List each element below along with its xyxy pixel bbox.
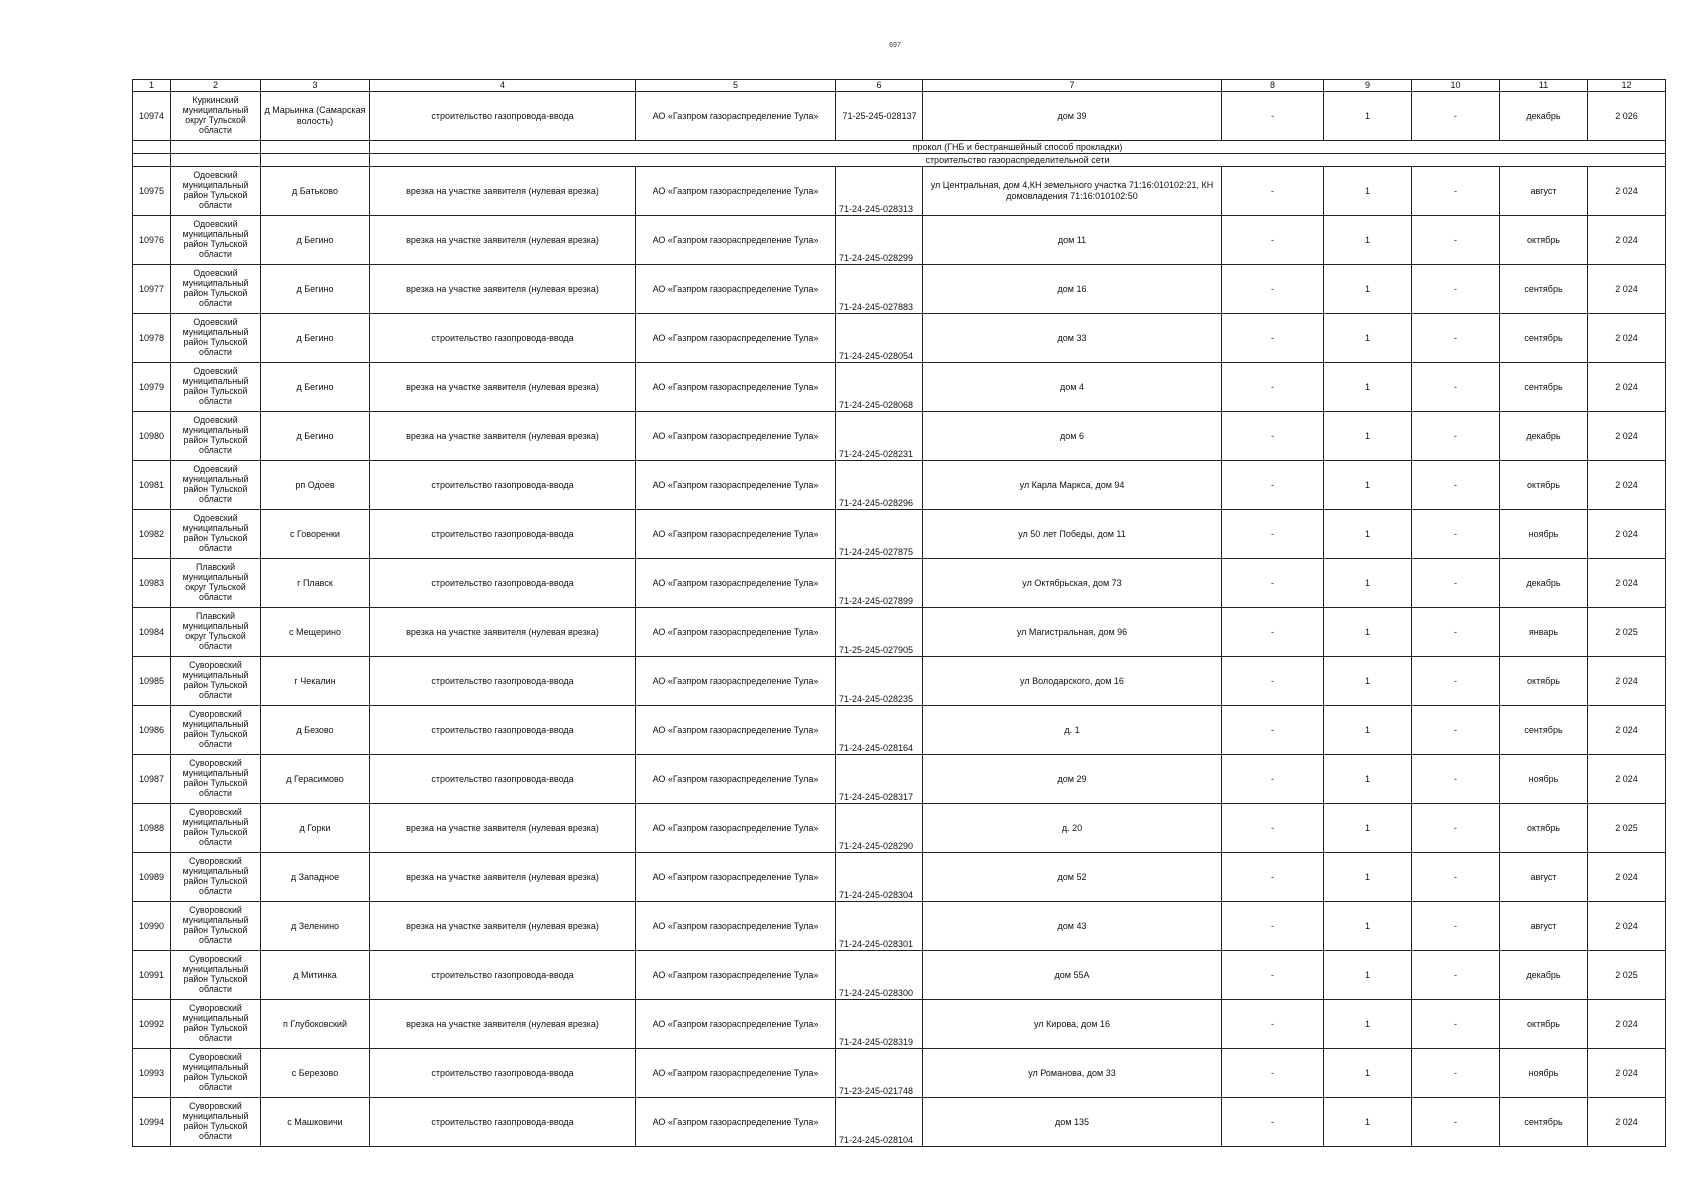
cadastre-number: 71-24-245-027883: [836, 265, 923, 314]
cadastre-number: 71-25-245-027905: [836, 608, 923, 657]
month: январь: [1500, 608, 1588, 657]
row-number: 10976: [133, 216, 171, 265]
column-8-value: -: [1222, 853, 1324, 902]
settlement: д Бегино: [261, 314, 370, 363]
address: ул Володарского, дом 16: [923, 657, 1222, 706]
row-number: 10984: [133, 608, 171, 657]
year: 2 024: [1588, 1049, 1666, 1098]
row-number: 10990: [133, 902, 171, 951]
settlement: д Бегино: [261, 216, 370, 265]
settlement: г Чекалин: [261, 657, 370, 706]
table-row: [133, 216, 1666, 265]
work-type: врезка на участке заявителя (нулевая врезка): [370, 853, 636, 902]
column-10-value: -: [1412, 412, 1500, 461]
municipal-area: Плавский муниципальный округ Тульской области: [171, 559, 261, 608]
table-row: [133, 951, 1666, 1000]
year: 2 025: [1588, 951, 1666, 1000]
column-10-value: -: [1412, 902, 1500, 951]
settlement: д Западное: [261, 853, 370, 902]
organization: АО «Газпром газораспределение Тула»: [636, 314, 836, 363]
column-9-value: 1: [1324, 902, 1412, 951]
municipal-area: Одоевский муниципальный район Тульской области: [171, 412, 261, 461]
column-8-value: -: [1222, 216, 1324, 265]
address: ул Кирова, дом 16: [923, 1000, 1222, 1049]
settlement: д Митинка: [261, 951, 370, 1000]
subheader-row: [133, 154, 1666, 167]
column-9-value: 1: [1324, 412, 1412, 461]
settlement: д Бегино: [261, 363, 370, 412]
settlement: с Березово: [261, 1049, 370, 1098]
address: дом 29: [923, 755, 1222, 804]
work-type: строительство газопровода-ввода: [370, 559, 636, 608]
month: сентябрь: [1500, 706, 1588, 755]
municipal-area: Суворовский муниципальный район Тульской области: [171, 706, 261, 755]
table-row: [133, 559, 1666, 608]
address: дом 11: [923, 216, 1222, 265]
organization: АО «Газпром газораспределение Тула»: [636, 216, 836, 265]
address: дом 55А: [923, 951, 1222, 1000]
settlement: д Зеленино: [261, 902, 370, 951]
column-10-value: -: [1412, 951, 1500, 1000]
year: 2 024: [1588, 461, 1666, 510]
month: август: [1500, 853, 1588, 902]
column-9-value: 1: [1324, 314, 1412, 363]
municipal-area: Суворовский муниципальный район Тульской области: [171, 755, 261, 804]
table-row: [133, 1000, 1666, 1049]
row-number: 10979: [133, 363, 171, 412]
table-body: [133, 80, 1666, 1147]
column-9-value: 1: [1324, 92, 1412, 141]
column-8-value: -: [1222, 951, 1324, 1000]
column-9-value: 1: [1324, 510, 1412, 559]
column-8-value: -: [1222, 363, 1324, 412]
column-9-value: 1: [1324, 706, 1412, 755]
cadastre-number: 71-24-245-028104: [836, 1098, 923, 1147]
settlement: д Батьково: [261, 167, 370, 216]
table-row: [133, 1098, 1666, 1147]
organization: АО «Газпром газораспределение Тула»: [636, 167, 836, 216]
organization: АО «Газпром газораспределение Тула»: [636, 1098, 836, 1147]
column-8-value: -: [1222, 755, 1324, 804]
cadastre-number: 71-24-245-028301: [836, 902, 923, 951]
row-number: 10986: [133, 706, 171, 755]
table-row: [133, 92, 1666, 141]
column-number: 4: [370, 80, 636, 92]
cadastre-number: 71-24-245-028296: [836, 461, 923, 510]
organization: АО «Газпром газораспределение Тула»: [636, 951, 836, 1000]
row-number: 10993: [133, 1049, 171, 1098]
work-type: врезка на участке заявителя (нулевая врезка): [370, 1000, 636, 1049]
year: 2 024: [1588, 167, 1666, 216]
settlement: с Мещерино: [261, 608, 370, 657]
year: 2 024: [1588, 1098, 1666, 1147]
year: 2 024: [1588, 265, 1666, 314]
year: 2 024: [1588, 1000, 1666, 1049]
municipal-area: Суворовский муниципальный район Тульской области: [171, 902, 261, 951]
column-8-value: -: [1222, 92, 1324, 141]
cadastre-number: 71-24-245-028317: [836, 755, 923, 804]
work-type: врезка на участке заявителя (нулевая врезка): [370, 265, 636, 314]
column-10-value: -: [1412, 510, 1500, 559]
column-10-value: -: [1412, 559, 1500, 608]
month: октябрь: [1500, 657, 1588, 706]
address: дом 4: [923, 363, 1222, 412]
column-9-value: 1: [1324, 265, 1412, 314]
table-row: [133, 167, 1666, 216]
address: ул Карла Маркса, дом 94: [923, 461, 1222, 510]
cadastre-number: 71-23-245-021748: [836, 1049, 923, 1098]
settlement: д Бегино: [261, 412, 370, 461]
column-8-value: -: [1222, 265, 1324, 314]
organization: АО «Газпром газораспределение Тула»: [636, 657, 836, 706]
column-10-value: -: [1412, 1049, 1500, 1098]
settlement: д Марьинка (Самарская волость): [261, 92, 370, 141]
table-row: [133, 608, 1666, 657]
row-number: 10994: [133, 1098, 171, 1147]
column-8-value: -: [1222, 314, 1324, 363]
column-10-value: -: [1412, 1098, 1500, 1147]
work-type: строительство газопровода-ввода: [370, 951, 636, 1000]
table-row: [133, 853, 1666, 902]
column-number: 7: [923, 80, 1222, 92]
column-number-row: [133, 80, 1666, 92]
table-row: [133, 510, 1666, 559]
year: 2 025: [1588, 608, 1666, 657]
address: ул Магистральная, дом 96: [923, 608, 1222, 657]
work-type: врезка на участке заявителя (нулевая врезка): [370, 216, 636, 265]
organization: АО «Газпром газораспределение Тула»: [636, 510, 836, 559]
municipal-area: Одоевский муниципальный район Тульской области: [171, 265, 261, 314]
table-row: [133, 265, 1666, 314]
column-number: 12: [1588, 80, 1666, 92]
row-number: 10980: [133, 412, 171, 461]
column-9-value: 1: [1324, 559, 1412, 608]
work-type: врезка на участке заявителя (нулевая врезка): [370, 902, 636, 951]
column-number: 8: [1222, 80, 1324, 92]
table-row: [133, 461, 1666, 510]
work-type: строительство газопровода-ввода: [370, 314, 636, 363]
column-10-value: -: [1412, 167, 1500, 216]
year: 2 024: [1588, 363, 1666, 412]
row-number: 10985: [133, 657, 171, 706]
organization: АО «Газпром газораспределение Тула»: [636, 608, 836, 657]
settlement: д Безово: [261, 706, 370, 755]
table-row: [133, 1049, 1666, 1098]
column-10-value: -: [1412, 608, 1500, 657]
organization: АО «Газпром газораспределение Тула»: [636, 853, 836, 902]
municipal-area: Суворовский муниципальный район Тульской области: [171, 853, 261, 902]
month: август: [1500, 167, 1588, 216]
column-9-value: 1: [1324, 461, 1412, 510]
organization: АО «Газпром газораспределение Тула»: [636, 363, 836, 412]
column-9-value: 1: [1324, 167, 1412, 216]
cadastre-number: 71-24-245-028313: [836, 167, 923, 216]
settlement: д Горки: [261, 804, 370, 853]
organization: АО «Газпром газораспределение Тула»: [636, 902, 836, 951]
organization: АО «Газпром газораспределение Тула»: [636, 755, 836, 804]
column-9-value: 1: [1324, 755, 1412, 804]
municipal-area: Суворовский муниципальный район Тульской области: [171, 804, 261, 853]
row-number: 10992: [133, 1000, 171, 1049]
subheader-label: строительство газораспределительной сети: [370, 154, 1666, 167]
work-type: строительство газопровода-ввода: [370, 1098, 636, 1147]
subheader-row: [133, 141, 1666, 154]
cadastre-number: 71-24-245-028319: [836, 1000, 923, 1049]
address: ул Центральная, дом 4,КН земельного участка 71:16:010102:21, КН домовладения 71:16:010102:50: [923, 167, 1222, 216]
month: октябрь: [1500, 1000, 1588, 1049]
settlement: д Бегино: [261, 265, 370, 314]
work-type: врезка на участке заявителя (нулевая врезка): [370, 412, 636, 461]
year: 2 024: [1588, 853, 1666, 902]
column-8-value: -: [1222, 510, 1324, 559]
address: д. 1: [923, 706, 1222, 755]
cadastre-number: 71-24-245-027899: [836, 559, 923, 608]
column-10-value: -: [1412, 363, 1500, 412]
year: 2 024: [1588, 216, 1666, 265]
column-9-value: 1: [1324, 363, 1412, 412]
year: 2 024: [1588, 412, 1666, 461]
column-9-value: 1: [1324, 804, 1412, 853]
work-type: врезка на участке заявителя (нулевая врезка): [370, 363, 636, 412]
column-9-value: 1: [1324, 853, 1412, 902]
organization: АО «Газпром газораспределение Тула»: [636, 461, 836, 510]
month: август: [1500, 902, 1588, 951]
table-row: [133, 412, 1666, 461]
work-type: строительство газопровода-ввода: [370, 92, 636, 141]
column-8-value: -: [1222, 412, 1324, 461]
year: 2 024: [1588, 314, 1666, 363]
cadastre-number: 71-25-245-028137: [836, 92, 923, 141]
month: декабрь: [1500, 412, 1588, 461]
organization: АО «Газпром газораспределение Тула»: [636, 559, 836, 608]
address: дом 135: [923, 1098, 1222, 1147]
column-10-value: -: [1412, 706, 1500, 755]
organization: АО «Газпром газораспределение Тула»: [636, 706, 836, 755]
address: дом 39: [923, 92, 1222, 141]
month: октябрь: [1500, 461, 1588, 510]
column-number: 1: [133, 80, 171, 92]
organization: АО «Газпром газораспределение Тула»: [636, 265, 836, 314]
cadastre-number: 71-24-245-028300: [836, 951, 923, 1000]
table-row: [133, 755, 1666, 804]
cadastre-number: 71-24-245-028231: [836, 412, 923, 461]
row-number: 10991: [133, 951, 171, 1000]
work-type: врезка на участке заявителя (нулевая врезка): [370, 167, 636, 216]
year: 2 024: [1588, 902, 1666, 951]
row-number: 10974: [133, 92, 171, 141]
address: дом 6: [923, 412, 1222, 461]
address: ул Октябрьская, дом 73: [923, 559, 1222, 608]
column-9-value: 1: [1324, 951, 1412, 1000]
settlement: рп Одоев: [261, 461, 370, 510]
column-8-value: -: [1222, 804, 1324, 853]
month: ноябрь: [1500, 510, 1588, 559]
column-10-value: -: [1412, 853, 1500, 902]
settlement: д Герасимово: [261, 755, 370, 804]
table-row: [133, 706, 1666, 755]
year: 2 024: [1588, 559, 1666, 608]
year: 2 024: [1588, 510, 1666, 559]
column-9-value: 1: [1324, 657, 1412, 706]
column-8-value: -: [1222, 706, 1324, 755]
cadastre-number: 71-24-245-027875: [836, 510, 923, 559]
cadastre-number: 71-24-245-028304: [836, 853, 923, 902]
municipal-area: Плавский муниципальный округ Тульской области: [171, 608, 261, 657]
table-row: [133, 804, 1666, 853]
row-number: 10975: [133, 167, 171, 216]
row-number: 10981: [133, 461, 171, 510]
month: октябрь: [1500, 216, 1588, 265]
page-number: 697: [889, 42, 901, 49]
column-10-value: -: [1412, 314, 1500, 363]
month: сентябрь: [1500, 265, 1588, 314]
month: декабрь: [1500, 92, 1588, 141]
organization: АО «Газпром газораспределение Тула»: [636, 412, 836, 461]
column-10-value: -: [1412, 804, 1500, 853]
municipal-area: Одоевский муниципальный район Тульской области: [171, 167, 261, 216]
column-number: 11: [1500, 80, 1588, 92]
cadastre-number: 71-24-245-028054: [836, 314, 923, 363]
work-type: строительство газопровода-ввода: [370, 755, 636, 804]
organization: АО «Газпром газораспределение Тула»: [636, 92, 836, 141]
month: декабрь: [1500, 951, 1588, 1000]
address: д. 20: [923, 804, 1222, 853]
table-row: [133, 363, 1666, 412]
row-number: 10978: [133, 314, 171, 363]
column-10-value: -: [1412, 755, 1500, 804]
row-number: 10977: [133, 265, 171, 314]
month: сентябрь: [1500, 1098, 1588, 1147]
column-8-value: -: [1222, 559, 1324, 608]
work-type: строительство газопровода-ввода: [370, 706, 636, 755]
column-8-value: -: [1222, 608, 1324, 657]
year: 2 026: [1588, 92, 1666, 141]
month: декабрь: [1500, 559, 1588, 608]
work-type: строительство газопровода-ввода: [370, 657, 636, 706]
column-9-value: 1: [1324, 216, 1412, 265]
settlement: п Глубоковский: [261, 1000, 370, 1049]
address: ул 50 лет Победы, дом 11: [923, 510, 1222, 559]
column-8-value: -: [1222, 1049, 1324, 1098]
row-number: 10987: [133, 755, 171, 804]
cadastre-number: 71-24-245-028299: [836, 216, 923, 265]
cadastre-number: 71-24-245-028235: [836, 657, 923, 706]
column-10-value: -: [1412, 1000, 1500, 1049]
month: сентябрь: [1500, 363, 1588, 412]
settlement: г Плавск: [261, 559, 370, 608]
month: ноябрь: [1500, 755, 1588, 804]
column-9-value: 1: [1324, 1098, 1412, 1147]
column-10-value: -: [1412, 216, 1500, 265]
column-number: 2: [171, 80, 261, 92]
column-10-value: -: [1412, 461, 1500, 510]
column-number: 9: [1324, 80, 1412, 92]
cadastre-number: 71-24-245-028164: [836, 706, 923, 755]
municipal-area: Суворовский муниципальный район Тульской области: [171, 951, 261, 1000]
month: октябрь: [1500, 804, 1588, 853]
table-row: [133, 902, 1666, 951]
column-8-value: -: [1222, 1000, 1324, 1049]
column-10-value: -: [1412, 265, 1500, 314]
row-number: 10988: [133, 804, 171, 853]
year: 2 025: [1588, 804, 1666, 853]
municipal-area: Одоевский муниципальный район Тульской области: [171, 510, 261, 559]
settlement: с Машковичи: [261, 1098, 370, 1147]
column-number: 5: [636, 80, 836, 92]
column-8-value: -: [1222, 902, 1324, 951]
column-8-value: -: [1222, 1098, 1324, 1147]
settlement: с Говоренки: [261, 510, 370, 559]
address: дом 33: [923, 314, 1222, 363]
column-8-value: -: [1222, 461, 1324, 510]
table-row: [133, 657, 1666, 706]
work-type: строительство газопровода-ввода: [370, 1049, 636, 1098]
work-type: строительство газопровода-ввода: [370, 461, 636, 510]
address: ул Романова, дом 33: [923, 1049, 1222, 1098]
column-10-value: -: [1412, 657, 1500, 706]
address: дом 52: [923, 853, 1222, 902]
column-9-value: 1: [1324, 1000, 1412, 1049]
month: сентябрь: [1500, 314, 1588, 363]
column-10-value: -: [1412, 92, 1500, 141]
row-number: 10989: [133, 853, 171, 902]
cadastre-number: 71-24-245-028290: [836, 804, 923, 853]
municipal-area: Одоевский муниципальный район Тульской области: [171, 314, 261, 363]
table-row: [133, 314, 1666, 363]
column-number: 10: [1412, 80, 1500, 92]
work-type: врезка на участке заявителя (нулевая врезка): [370, 608, 636, 657]
column-8-value: -: [1222, 167, 1324, 216]
cadastre-number: 71-24-245-028068: [836, 363, 923, 412]
municipal-area: Одоевский муниципальный район Тульской области: [171, 216, 261, 265]
municipal-area: Одоевский муниципальный район Тульской области: [171, 363, 261, 412]
column-8-value: -: [1222, 657, 1324, 706]
municipal-area: Суворовский муниципальный район Тульской области: [171, 657, 261, 706]
address: дом 16: [923, 265, 1222, 314]
organization: АО «Газпром газораспределение Тула»: [636, 804, 836, 853]
organization: АО «Газпром газораспределение Тула»: [636, 1049, 836, 1098]
work-type: строительство газопровода-ввода: [370, 510, 636, 559]
year: 2 024: [1588, 706, 1666, 755]
municipal-area: Куркинский муниципальный округ Тульской области: [171, 92, 261, 141]
column-number: 3: [261, 80, 370, 92]
row-number: 10983: [133, 559, 171, 608]
municipal-area: Суворовский муниципальный район Тульской области: [171, 1098, 261, 1147]
subheader-label: прокол (ГНБ и бестраншейный способ прокладки): [370, 141, 1666, 154]
municipal-area: Суворовский муниципальный район Тульской области: [171, 1000, 261, 1049]
column-9-value: 1: [1324, 1049, 1412, 1098]
row-number: 10982: [133, 510, 171, 559]
address: дом 43: [923, 902, 1222, 951]
column-number: 6: [836, 80, 923, 92]
municipal-area: Суворовский муниципальный район Тульской области: [171, 1049, 261, 1098]
registry-table: [132, 79, 1666, 1147]
work-type: врезка на участке заявителя (нулевая врезка): [370, 804, 636, 853]
year: 2 024: [1588, 657, 1666, 706]
month: ноябрь: [1500, 1049, 1588, 1098]
municipal-area: Одоевский муниципальный район Тульской области: [171, 461, 261, 510]
organization: АО «Газпром газораспределение Тула»: [636, 1000, 836, 1049]
year: 2 024: [1588, 755, 1666, 804]
column-9-value: 1: [1324, 608, 1412, 657]
